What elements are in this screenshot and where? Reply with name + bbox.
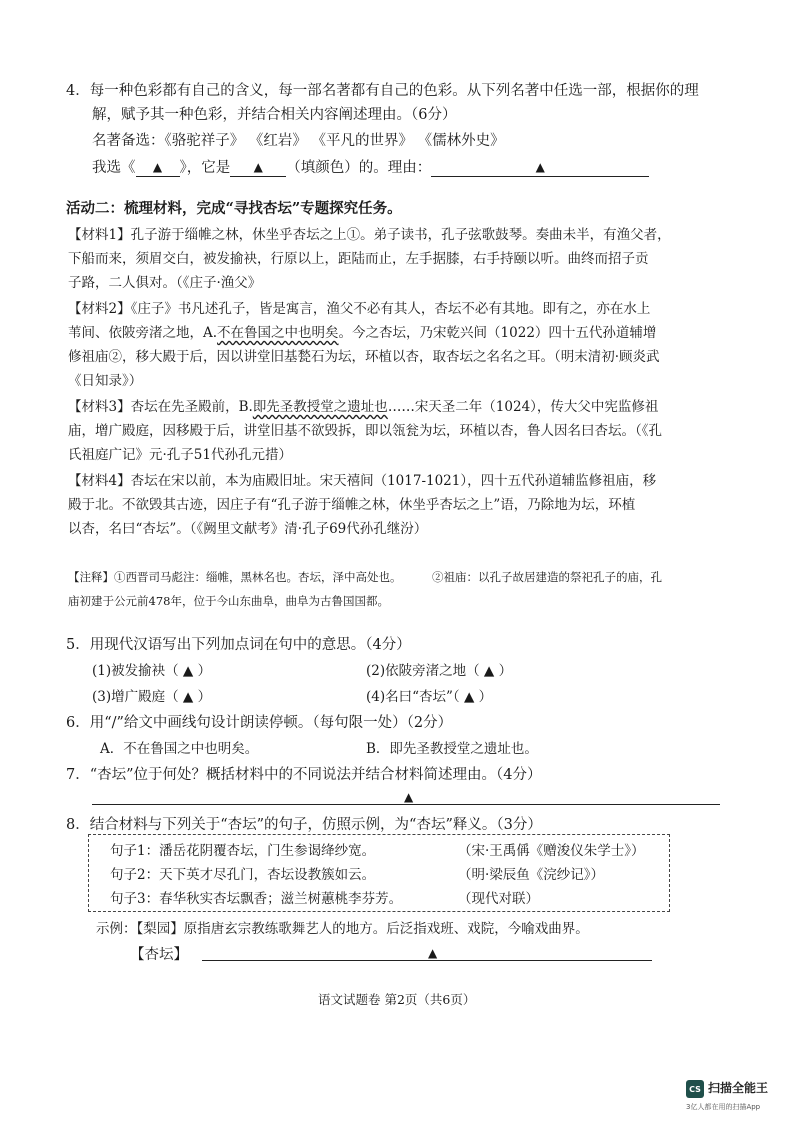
material2-line2 [68,324,656,342]
q8-sentence-2: 句子2：天下英才尽孔门，杏坛设教簇如云。 [110,867,376,883]
q4-choose-prefix: 我选《 [92,160,136,176]
q5-item-2[interactable]: (2)依陂旁渚之地（ ▲ ） [366,663,513,679]
camscanner-name: 扫描全能王 [708,1081,769,1095]
material3-underlined-sentence-b: 即先圣教授堂之遗址也 [252,399,388,415]
page-footer: 语文试题卷 第2页（共6页） [318,992,476,1007]
activity2-title: 活动二：梳理材料，完成“寻找杏坛”专题探究任务。 [66,200,402,217]
q5-item-3[interactable]: (3)增广殿庭（ ▲ ） [92,689,212,705]
q4-answer-line [92,158,649,177]
material4-line1: 【材料4】杏坛在宋以前，本为庙殿旧址。宋天禧间（1017-1021），四十五代孙道辅监修祖庙，移 [68,473,657,489]
material3-line1-post: ……宋天圣二年（1024），传大父中宪监修祖 [387,399,659,415]
q4-reason-blank[interactable]: ▲ [431,158,649,177]
material4-line2: 殿于北。不欲毁其古迹，因庄子有“孔子游于缁帷之林，休坐乎杏坛之上”语，乃除地为坛，环植 [68,497,636,513]
material1-line1: 【材料1】孔子游于缁帷之林，休坐乎杏坛之上①。弟子读书，孔子弦歌鼓琴。奏曲未半，有渔父者， [68,227,671,243]
q8-stem: 8．结合材料与下列关于“杏坛”的句子，仿照示例，为“杏坛”释义。（3分） [66,817,542,833]
camscanner-tagline: 3亿人都在用的扫描App [686,1103,761,1111]
material2-line2-post: 。今之杏坛，乃宋乾兴间（1022）四十五代孙道辅增 [338,325,657,341]
q5-item-4[interactable]: (4)名曰“杏坛”（ ▲ ） [366,689,493,705]
q4-line2: 解，赋予其一种色彩，并结合相关内容阐述理由。（6分） [92,107,457,123]
material2-line1: 【材料2】《庄子》书凡述孔子，皆是寓言，渔父不必有其人，杏坛不必有其地。即有之，亦在水上 [68,301,651,317]
q8-answer-mark: ▲ [428,946,438,960]
material4-line3: 以杏，名曰“杏坛”。（《阙里文献考》清·孔子69代孙孔继汾） [68,521,428,537]
material3-line3: 氏祖庭广记》元·孔子51代孙孔元措） [68,447,292,463]
q6-option-a: A．不在鲁国之中也明矣。 [100,741,259,757]
material3-line1 [68,398,658,416]
material3-line1-pre: 【材料3】杏坛在先圣殿前，B. [68,399,253,415]
camscanner-logo-icon: CS [686,1080,704,1098]
material1-line2: 下船而来，须眉交白，被发揄袂，行原以上，距陆而止，左手据膝，右手持颐以听。曲终而招子贡 [68,251,649,267]
q6-option-b: B．即先圣教授堂之遗址也。 [366,741,538,757]
q4-books: 名著备选：《骆驼祥子》 《红岩》 《平凡的世界》 《儒林外史》 [92,133,505,149]
q5-stem: 5．用现代汉语写出下列加点词在句中的意思。（4分） [66,637,411,653]
q7-stem: 7．“杏坛”位于何处？概括材料中的不同说法并结合材料简述理由。（4分） [66,767,542,783]
q7-answer-mark: ▲ [404,790,414,804]
q4-line1: 4．每一种色彩都有自己的含义，每一部名著都有自己的色彩。从下列名著中任选一部，根据你的理 [66,83,699,99]
q8-sentence-2-source: （明·梁辰鱼《浣纱记》） [458,867,605,883]
q7-answer-line[interactable] [92,804,720,805]
q4-color-blank[interactable]: ▲ [230,158,286,177]
q8-sentence-3-source: （现代对联） [458,891,539,907]
q4-book-blank[interactable]: ▲ [136,158,180,177]
q8-example: 示例：【梨园】原指唐玄宗教练歌舞艺人的地方。后泛指戏班、戏院，今喻戏曲界。 [96,921,589,937]
q4-color-suffix: （填颜色）的。理由： [286,160,432,176]
q8-sentence-1-source: （宋·王禹偁《赠浚仪朱学士》） [458,843,645,859]
q8-sentence-3: 句子3：春华秋实杏坛飘香；滋兰树蕙桃李芬芳。 [110,891,403,907]
material2-line3: 修祖庙②，移大殿于后，因以讲堂旧基甃石为坛，环植以杏，取杏坛之名名之耳。（明末清初·顾炎武 [68,349,660,365]
material1-line3: 子路，二人俱对。（《庄子·渔父》 [68,275,262,291]
notes-line2: 庙初建于公元前478年，位于今山东曲阜，曲阜为古鲁国国都。 [68,594,389,608]
q8-answer-label: 【杏坛】 [130,947,188,963]
material2-underlined-sentence-a: 不在鲁国之中也明矣 [217,325,339,341]
q4-choose-mid: 》，它是 [179,160,231,176]
material2-line4: 《日知录》） [68,373,143,389]
material3-line2: 庙，增广殿庭，因移殿于后，讲堂旧基不欲毁拆，即以瓴瓮为坛，环植以杏，鲁人因名曰杏坛。（《孔 [68,423,662,439]
q8-answer-line[interactable] [202,960,652,961]
q5-item-1[interactable]: (1)被发揄袂（ ▲ ） [92,663,212,679]
notes-line1a: 【注释】①西晋司马彪注：缁帷，黑林名也。杏坛，泽中高处也。 [68,570,402,584]
q8-sentence-1: 句子1：潘岳花阴覆杏坛，门生参谒绛纱宽。 [110,843,376,859]
q6-stem: 6．用“/”给文中画线句设计朗读停顿。（每句限一处）（2分） [66,715,453,731]
material2-line2-pre: 苇间、依陂旁渚之地，A. [68,325,218,341]
notes-line1b: ②祖庙：以孔子故居建造的祭祀孔子的庙，孔 [432,570,662,584]
